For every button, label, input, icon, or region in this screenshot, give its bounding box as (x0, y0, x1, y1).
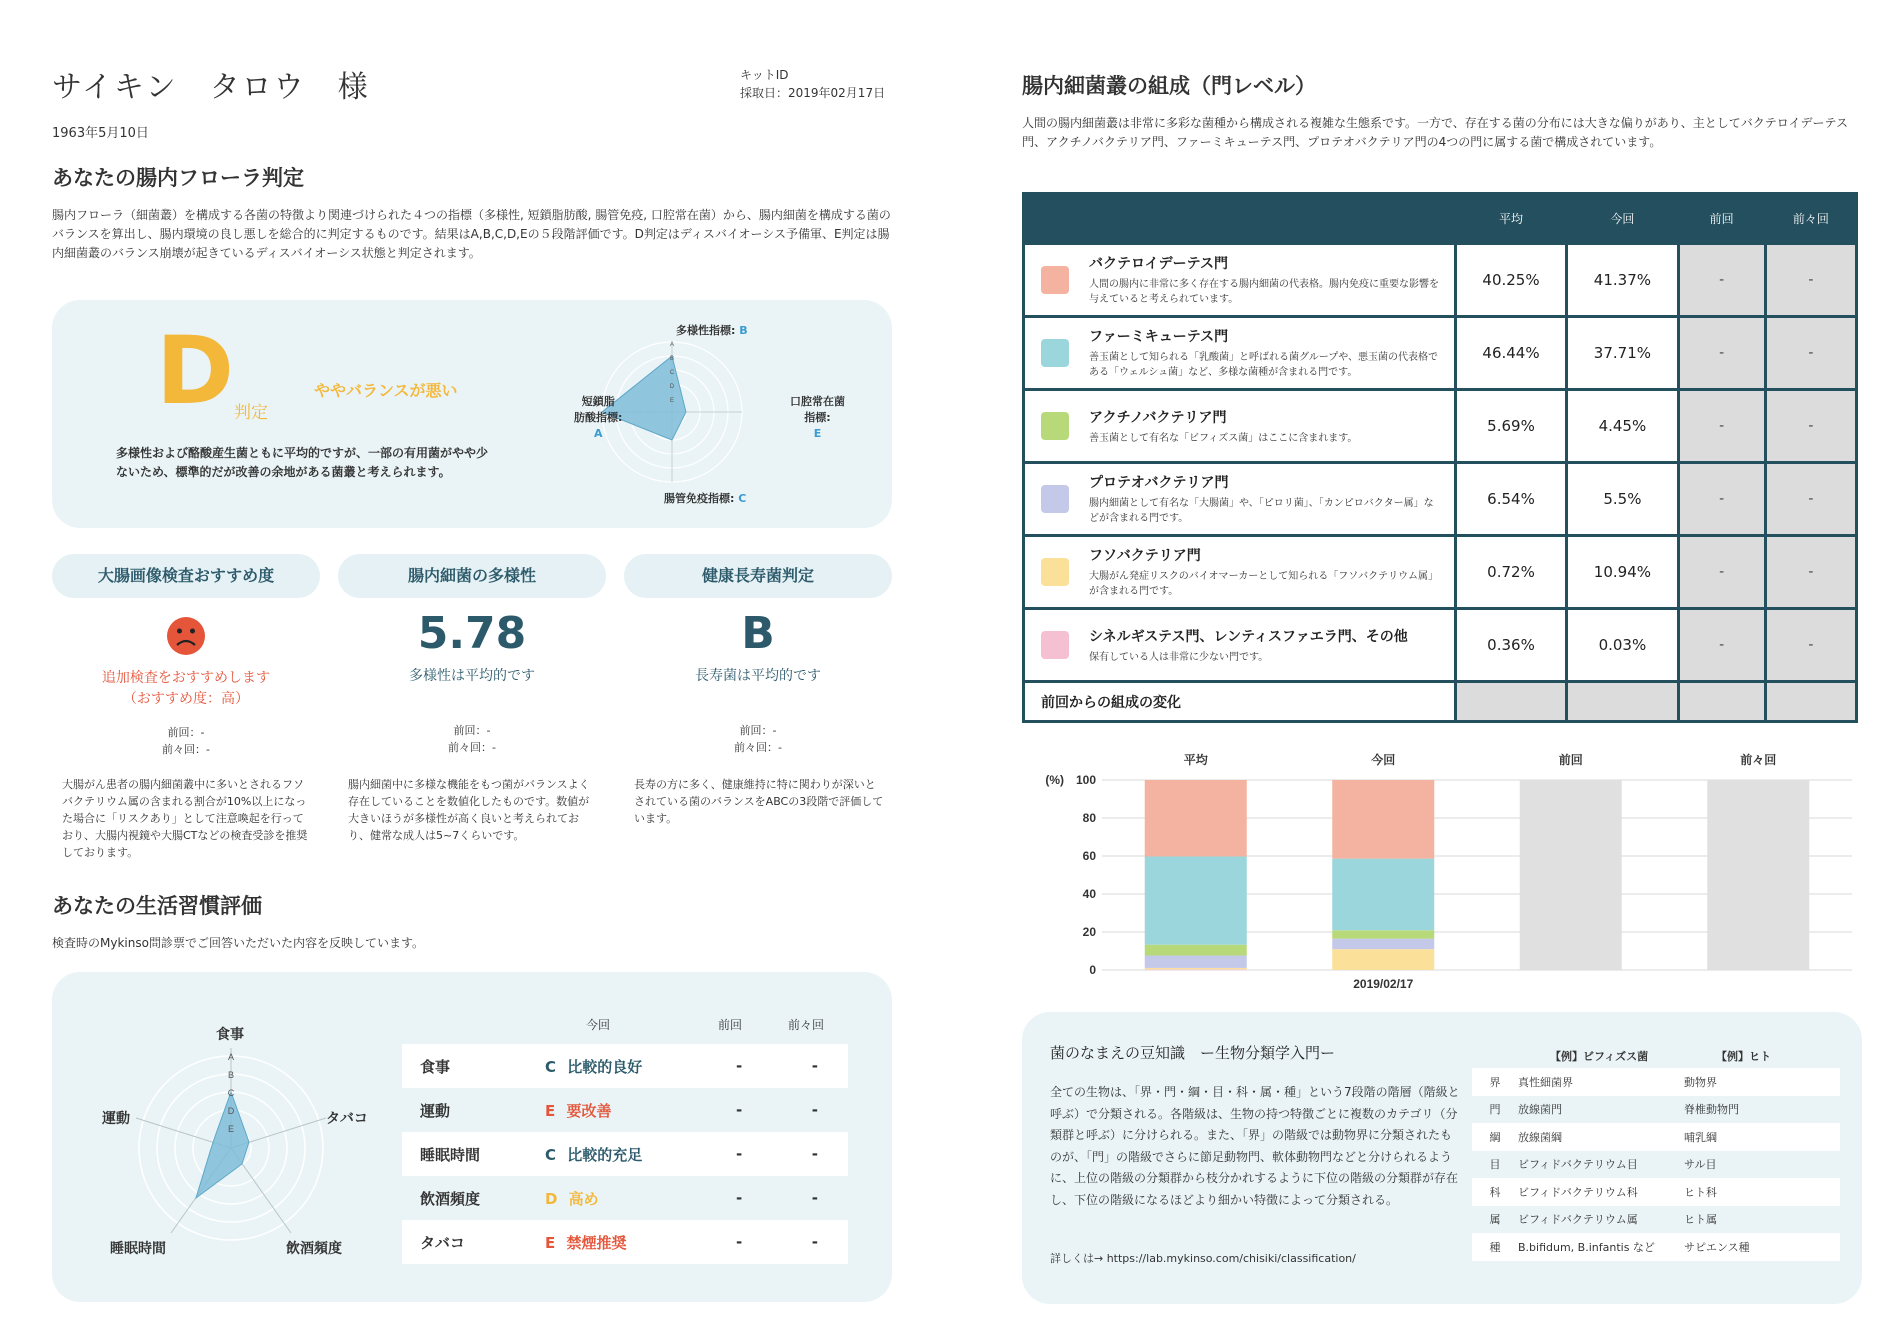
life-grade-letter: C (544, 1145, 556, 1164)
trivia-panel (1022, 1012, 1862, 1304)
taxonomy-bifidus: 放線菌門 (1518, 1103, 1562, 1117)
life-row-sleep (402, 1132, 848, 1176)
phylum-swatch (1041, 412, 1069, 440)
composition-row (1024, 317, 1857, 390)
footer-cell-prev (1678, 682, 1765, 722)
card-colonoscopy (52, 616, 320, 758)
life-row-prev2: - (811, 1233, 818, 1251)
composition-row (1024, 463, 1857, 536)
composition-bar-chart (1022, 740, 1862, 990)
composition-header-prev2: 前々回 (1765, 194, 1856, 244)
composition-header-now: 今回 (1567, 194, 1678, 244)
life-row-prev: - (735, 1189, 743, 1207)
phylum-desc: 保有している人は非常に少ない門です。 (1089, 651, 1269, 663)
card-longevity (624, 608, 892, 756)
phylum-prev2: - (1765, 390, 1856, 463)
life-row-prev: - (735, 1145, 743, 1163)
composition-footer-row (1024, 682, 1857, 722)
composition-row (1024, 390, 1857, 463)
colonoscopy-prev2: 前々回：- (162, 743, 210, 756)
life-grade-letter: C (544, 1057, 556, 1076)
life-row-prev: - (735, 1233, 743, 1251)
radar-bottom-grade: C (738, 492, 747, 505)
life-header-now: 今回 (586, 1018, 611, 1032)
life-title: あなたの生活習慣評価 (52, 894, 262, 918)
life-grade-letter: E (544, 1233, 556, 1252)
life-row-grade (545, 1100, 697, 1121)
phylum-avg: 0.72% (1455, 536, 1566, 609)
taxonomy-rank: 目 (1489, 1158, 1501, 1172)
phylum-now: 0.03% (1567, 609, 1678, 682)
taxonomy-human: ヒト科 (1684, 1178, 1840, 1206)
radar-right-grade: E (813, 427, 822, 440)
longevity-prev2: 前々回：- (734, 741, 782, 754)
composition-row (1024, 609, 1857, 682)
bar-empty (1520, 780, 1622, 970)
life-panel (52, 972, 892, 1302)
life-row-tobacco (402, 1220, 848, 1264)
radar-left-label (574, 394, 622, 442)
phylum-prev2: - (1765, 317, 1856, 390)
composition-header-row (1024, 194, 1857, 244)
diversity-prev: 前回：- (453, 724, 491, 737)
life-scale-e: E (227, 1124, 235, 1134)
bar-segment (1145, 968, 1247, 969)
taxonomy-rank: 綱 (1472, 1123, 1518, 1151)
y-axis-label: (%) (1045, 773, 1064, 787)
phylum-name: ファーミキューテス門 (1089, 329, 1229, 345)
bar-segment (1332, 859, 1434, 931)
phylum-name: プロテオバクテリア門 (1089, 475, 1229, 491)
taxonomy-row (1472, 1151, 1840, 1179)
life-scale-b: B (227, 1070, 235, 1080)
flora-grade-label: ややバランスが悪い (314, 381, 458, 400)
radar-scale-d: D (669, 384, 675, 390)
taxonomy-rank: 門 (1489, 1103, 1501, 1117)
radar-left-grade: A (593, 427, 603, 440)
bar-segment (1332, 939, 1434, 949)
phylum-prev2: - (1765, 463, 1856, 536)
diversity-value: 5.78 (417, 608, 527, 659)
taxonomy-human: ヒト属 (1684, 1213, 1717, 1227)
radar-left-label-1: 短鎖脂 (581, 395, 615, 408)
taxonomy-row (1472, 1068, 1840, 1096)
phylum-desc: 大腸がん発症リスクのバイオマーカーとして知られる「フソバクテリウム属」が含まれる門です。 (1089, 571, 1438, 597)
diversity-result: 多様性は平均的です (409, 668, 535, 684)
sad-face-icon (166, 616, 206, 656)
composition-header-prev: 前回 (1678, 194, 1765, 244)
life-grade-text: 禁煙推奨 (566, 1233, 627, 1252)
phylum-prev: - (1678, 317, 1765, 390)
taxonomy-bifidus: 放線菌綱 (1518, 1123, 1684, 1151)
card-colonoscopy-title: 大腸画像検査おすすめ度 (52, 554, 320, 598)
footer-cell-prev2 (1765, 682, 1856, 722)
taxonomy-bifidus: 真性細菌界 (1518, 1068, 1684, 1096)
y-tick-label: 0 (1089, 963, 1096, 977)
flora-comment: 多様性および酪酸産生菌ともに平均的ですが、一部の有用菌がやや少ないため、標準的だが改善の余地がある菌叢と考えられます。 (116, 446, 489, 479)
bar-segment (1332, 930, 1434, 938)
trivia-title: 菌のなまえの豆知識 ー生物分類学入門ー (1050, 1044, 1336, 1062)
colonoscopy-prev: 前回：- (167, 726, 205, 739)
radar-bottom-label-text: 腸管免疫指標: (664, 492, 735, 505)
category-label: 平均 (1183, 753, 1208, 767)
card-longevity-title: 健康長寿菌判定 (624, 554, 892, 598)
trivia-link[interactable]: 詳しくは→ https://lab.mykinso.com/chisiki/classification/ (1050, 1252, 1356, 1265)
life-row-prev2: - (811, 1145, 818, 1163)
phylum-prev: - (1678, 244, 1765, 317)
life-table (402, 1044, 848, 1264)
customer-name: サイキン タロウ 様 (52, 70, 370, 105)
radar-left-label-2: 肪酸指標: (574, 411, 623, 424)
life-row-label: タバコ (420, 1233, 465, 1252)
life-scale-a: A (227, 1052, 235, 1062)
phylum-now: 10.94% (1567, 536, 1678, 609)
taxonomy-human: 動物界 (1684, 1068, 1840, 1096)
radar-scale-a: A (669, 342, 675, 348)
x-axis-label: 2019/02/17 (1353, 977, 1414, 990)
card-diversity (338, 608, 606, 756)
bar-segment (1145, 856, 1247, 944)
sample-date: 採取日：2019年02月17日 (740, 86, 886, 100)
radar-right-label (790, 394, 845, 442)
radar-scale-e: E (669, 398, 675, 404)
phylum-prev: - (1678, 463, 1765, 536)
phylum-desc: 善玉菌として有名な「ビフィズス菌」はここに含まれます。 (1089, 432, 1358, 444)
radar-scale-b: B (669, 356, 675, 362)
life-row-grade (545, 1056, 697, 1077)
bar-segment (1332, 780, 1434, 859)
radar-top-grade: B (739, 324, 748, 337)
taxonomy-row (1472, 1123, 1840, 1151)
footer-cell-avg (1455, 682, 1566, 722)
life-row-label: 睡眠時間 (420, 1145, 481, 1164)
phylum-prev2: - (1765, 536, 1856, 609)
life-subtitle: 検査時のMykinso問診票でご回答いただいた内容を反映しています。 (52, 936, 424, 950)
radar-top-label (676, 322, 748, 338)
taxonomy-row (1472, 1096, 1840, 1124)
phylum-desc: 善玉菌として知られる「乳酸菌」と呼ばれる菌グループや、悪玉菌の代表格である「ウェルシュ菌」など、多様な菌種が含まれる門です。 (1089, 352, 1438, 378)
life-radar-label-sleep: 睡眠時間 (110, 1241, 166, 1257)
phylum-prev2: - (1765, 609, 1856, 682)
life-grade-text: 高め (568, 1189, 599, 1208)
life-row-grade (545, 1144, 697, 1165)
phylum-cell (1024, 317, 1456, 390)
taxonomy-row (1472, 1206, 1840, 1234)
composition-table (1022, 192, 1858, 723)
phylum-avg: 5.69% (1455, 390, 1566, 463)
phylum-desc: 人間の腸内に非常に多く存在する腸内細菌の代表格。腸内免疫に重要な影響を与えていると考えられています。 (1089, 279, 1439, 305)
phylum-desc: 腸内細菌として有名な「大腸菌」や、「ピロリ菌」、「カンピロバクター属」などが含まれる門です。 (1089, 498, 1434, 524)
phylum-avg: 40.25% (1455, 244, 1566, 317)
taxonomy-bifidus: ビフィドバクテリウム属 (1518, 1213, 1638, 1227)
category-label: 前回 (1558, 753, 1583, 767)
phylum-cell (1024, 244, 1456, 317)
colonoscopy-desc: 大腸がん患者の腸内細菌叢中に多いとされるフソバクテリウム属の含まれる割合が10%以上になった場合に「リスクあり」として注意喚起を行っており、大腸内視鏡や大腸CTなどの検査受診を推奨しております。 (62, 778, 308, 859)
phylum-now: 41.37% (1567, 244, 1678, 317)
bar-segment (1145, 945, 1247, 956)
phylum-name: フソバクテリア門 (1089, 548, 1201, 564)
category-label: 前々回 (1740, 753, 1777, 767)
life-row-label: 食事 (420, 1057, 451, 1076)
phylum-now: 37.71% (1567, 317, 1678, 390)
phylum-avg: 46.44% (1455, 317, 1566, 390)
phylum-swatch (1041, 485, 1069, 513)
diversity-desc: 腸内細菌中に多様な機能をもつ菌がバランスよく存在していることを数値化したものです。数値が大きいほうが多様性が高く良いと考えられており、健常な成人は5~7くらいです。 (348, 778, 590, 842)
phylum-cell (1024, 463, 1456, 536)
category-label: 今回 (1371, 753, 1396, 767)
colonoscopy-result-1: 追加検査をおすすめします (101, 670, 271, 686)
life-header-prev2: 前々回 (788, 1018, 825, 1032)
taxonomy-bifidus: ビフィドバクテリウム科 (1518, 1178, 1684, 1206)
card-diversity-title: 腸内細菌の多様性 (338, 554, 606, 598)
radar-right-label-1: 口腔常在菌 (790, 395, 845, 408)
radar-scale-c: C (669, 370, 675, 376)
phylum-cell (1024, 609, 1456, 682)
phylum-name: アクチノバクテリア門 (1089, 409, 1227, 426)
taxonomy-bifidus: B.bifidum, B.infantis など (1518, 1233, 1684, 1261)
life-radar-label-exercise: 運動 (102, 1111, 130, 1127)
longevity-grade: B (741, 608, 775, 659)
composition-row (1024, 244, 1857, 317)
radar-top-label-text: 多様性指標: (676, 324, 736, 337)
life-grade-text: 比較的充足 (567, 1145, 643, 1164)
y-tick-label: 40 (1082, 887, 1096, 901)
phylum-prev: - (1678, 536, 1765, 609)
flora-description: 腸内フローラ（細菌叢）を構成する各菌の特徴より関連づけられた４つの指標（多様性, 短鎖脂肪酸, 腸管免疫, 口腔常在菌）から、腸内細菌を構成する菌のバランスを算出し、腸内環境の良し悪しを総合的に判定するものです。結果はA,B,C,D,Eの５段階評価です。D判定はディスバイオーシス予備軍、E判定は腸内細菌叢のバランス崩壊が起きているディスバイオーシス状態と判定されます。 (52, 208, 891, 260)
y-tick-label: 60 (1082, 849, 1096, 863)
bar-empty (1707, 780, 1809, 970)
birth-date: 1963年5月10日 (52, 126, 149, 141)
bar-segment (1145, 969, 1247, 970)
life-row-exercise (402, 1088, 848, 1132)
phylum-name: バクテロイデーテス門 (1089, 256, 1229, 272)
footer-cell-now (1567, 682, 1678, 722)
life-scale-d: D (227, 1106, 235, 1116)
life-row-grade (545, 1188, 697, 1209)
trivia-col1-header: 【例】ビフィズス菌 (1550, 1050, 1649, 1063)
life-row-prev: - (735, 1057, 743, 1075)
taxonomy-table (1472, 1068, 1840, 1261)
life-row-food (402, 1044, 848, 1088)
phylum-avg: 0.36% (1455, 609, 1566, 682)
taxonomy-bifidus: ビフィドバクテリウム目 (1518, 1158, 1638, 1172)
flora-title: あなたの腸内フローラ判定 (52, 166, 304, 190)
life-radar-chart (106, 1018, 376, 1268)
phylum-cell (1024, 536, 1456, 609)
composition-description: 人間の腸内細菌叢は非常に多彩な菌種から構成される複雑な生態系です。一方で、存在する菌の分布には大きな偏りがあり、主としてバクテロイデーテス門、アクチノバクテリア門、ファーミキューテス門、プロテオバクテリア門の4つの門に属する菌で構成されています。 (1022, 116, 1848, 149)
taxonomy-human: 哺乳綱 (1684, 1123, 1840, 1151)
longevity-desc: 長寿の方に多く、健康維持に特に関わりが深いとされている菌のバランスをABCの3段階で評価しています。 (634, 778, 884, 825)
phylum-swatch (1041, 631, 1069, 659)
bar-segment (1145, 956, 1247, 968)
life-row-label: 運動 (420, 1101, 451, 1120)
life-row-grade (545, 1232, 697, 1253)
taxonomy-human: サピエンス種 (1684, 1233, 1840, 1261)
kit-id-label: キットID (740, 68, 789, 82)
life-radar-shape (196, 1092, 249, 1198)
life-radar-label-tobacco: タバコ (326, 1111, 368, 1127)
phylum-avg: 6.54% (1455, 463, 1566, 536)
life-header-prev: 前回 (718, 1018, 743, 1032)
phylum-prev2: - (1765, 244, 1856, 317)
life-radar-label-alcohol: 飲酒頻度 (286, 1241, 342, 1257)
composition-row (1024, 536, 1857, 609)
life-row-alcohol (402, 1176, 848, 1220)
phylum-now: 5.5% (1567, 463, 1678, 536)
composition-title: 腸内細菌叢の組成（門レベル） (1022, 74, 1316, 98)
bar-segment (1145, 780, 1247, 856)
life-grade-text: 要改善 (566, 1101, 612, 1120)
phylum-swatch (1041, 266, 1069, 294)
y-tick-label: 100 (1075, 773, 1096, 787)
composition-footer-label: 前回からの組成の変化 (1024, 682, 1456, 722)
trivia-col2-header: 【例】ヒト (1716, 1050, 1771, 1063)
composition-header-avg: 平均 (1455, 194, 1566, 244)
life-row-label: 飲酒頻度 (420, 1189, 481, 1208)
phylum-swatch (1041, 558, 1069, 586)
phylum-prev: - (1678, 609, 1765, 682)
life-grade-text: 比較的良好 (567, 1057, 643, 1076)
radar-right-label-2: 指標: (804, 411, 831, 424)
flora-panel (52, 300, 892, 528)
kit-info (740, 66, 885, 102)
longevity-prev: 前回：- (739, 724, 777, 737)
radar-bottom-label (664, 490, 746, 506)
life-row-prev2: - (811, 1189, 818, 1207)
taxonomy-row (1472, 1233, 1840, 1261)
taxonomy-row (1472, 1178, 1840, 1206)
life-row-prev: - (735, 1101, 743, 1119)
taxonomy-human: 脊椎動物門 (1684, 1103, 1739, 1117)
phylum-now: 4.45% (1567, 390, 1678, 463)
phylum-cell (1024, 390, 1456, 463)
life-radar-label-food: 食事 (216, 1027, 244, 1043)
taxonomy-rank: 科 (1472, 1178, 1518, 1206)
colonoscopy-result-2: （おすすめ度：高） (122, 691, 250, 707)
life-row-prev2: - (811, 1101, 818, 1119)
life-grade-letter: D (544, 1189, 558, 1208)
y-tick-label: 80 (1082, 811, 1096, 825)
bar-segment (1332, 949, 1434, 970)
phylum-name: シネルギステス門、レンティスファエラ門、その他 (1089, 628, 1408, 645)
life-grade-letter: E (544, 1101, 556, 1120)
diversity-prev2: 前々回：- (448, 741, 496, 754)
phylum-swatch (1041, 339, 1069, 367)
flora-grade: D (156, 317, 235, 426)
taxonomy-rank: 属 (1489, 1213, 1501, 1227)
longevity-result: 長寿菌は平均的です (695, 668, 821, 684)
taxonomy-human: サル目 (1684, 1158, 1717, 1172)
life-row-prev2: - (811, 1057, 818, 1075)
phylum-prev: - (1678, 390, 1765, 463)
taxonomy-rank: 界 (1472, 1068, 1518, 1096)
life-scale-c: C (227, 1088, 235, 1098)
composition-header-blank (1024, 194, 1456, 244)
flora-grade-suffix: 判定 (234, 403, 268, 423)
y-tick-label: 20 (1082, 925, 1096, 939)
taxonomy-rank: 種 (1472, 1233, 1518, 1261)
trivia-body: 全ての生物は、「界・門・綱・目・科・属・種」という7段階の階層（階級と呼ぶ）で分類される。各階級は、生物の持つ特徴ごとに複数のカテゴリ（分類群と呼ぶ）に分けられる。また、「界」の階級では動物界に分類されたものが、「門」の階級でさらに節足動物門、軟体動物門などと分けられるように、上位の階級の分類群から枝分かれするように下位の階級の分類群が存在し、下位の階級になるほどより細かい特徴によって分類される。 (1050, 1085, 1460, 1207)
